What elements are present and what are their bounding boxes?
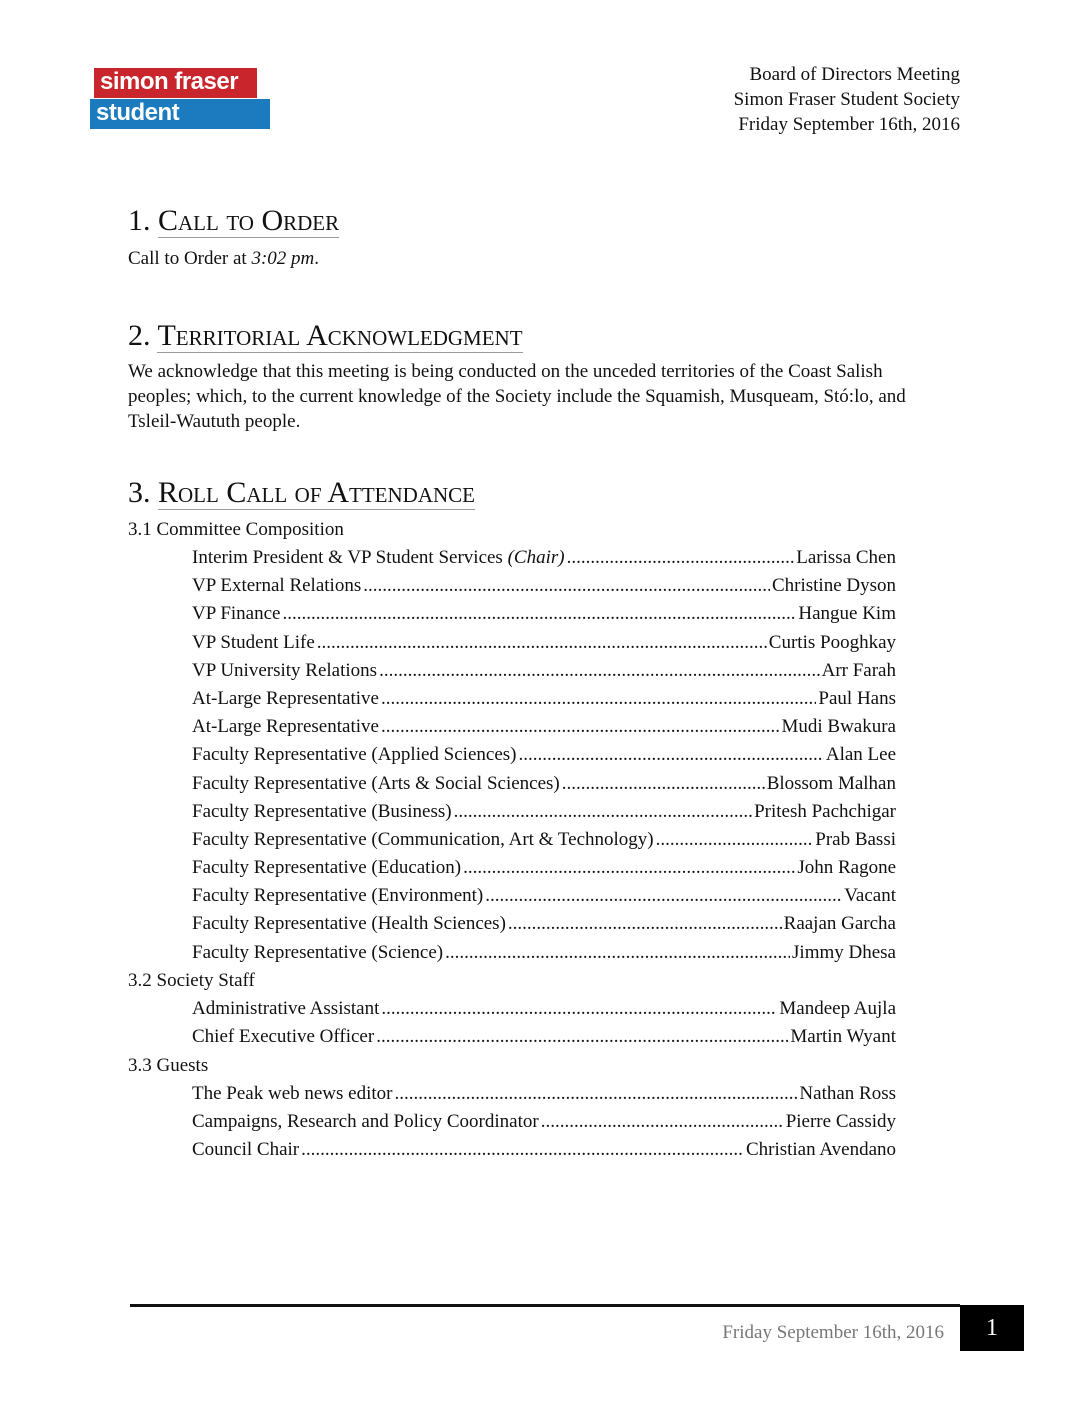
call-to-order-time: 3:02 pm — [251, 248, 315, 269]
roster-row — [192, 600, 896, 628]
roster-role-text: Faculty Representative (Education) — [192, 857, 462, 879]
section-2-heading — [128, 318, 523, 354]
dot-leader — [541, 1108, 784, 1136]
roster-role — [192, 629, 315, 657]
roster-name: Jimmy Dhesa — [792, 941, 896, 963]
committee-heading: 3.1 Committee Composition — [128, 519, 344, 540]
dot-leader — [379, 657, 820, 685]
staff-heading: 3.2 Society Staff — [128, 970, 255, 991]
roster-row — [192, 741, 896, 769]
territorial-acknowledgment-text: We acknowledge that this meeting is being conducted on the unceded territories of the Coast Salish peoples; which, to the current knowledge of the Society include the Squamish, Musqueam, Stó:lo, and Tsleil-Waututh people. — [128, 361, 906, 432]
roster-name: Mandeep Aujla — [779, 998, 896, 1019]
roster-row — [192, 685, 896, 713]
section-1-heading — [128, 203, 339, 239]
roster-role-text: VP University Relations — [192, 659, 378, 681]
roster-row — [192, 657, 896, 685]
roster-name: Christian Avendano — [745, 1139, 896, 1161]
dot-leader — [656, 826, 814, 854]
footer-divider — [130, 1304, 960, 1307]
dot-leader — [562, 770, 765, 798]
staff-roster — [192, 995, 896, 1051]
dot-leader — [282, 600, 796, 628]
guests-heading: 3.3 Guests — [128, 1055, 209, 1076]
dot-leader — [317, 629, 767, 657]
roster-row — [192, 910, 896, 938]
roster-role — [192, 1080, 393, 1108]
roster-role — [192, 939, 443, 967]
roster-row — [192, 1108, 896, 1136]
dot-leader — [567, 544, 795, 572]
roster-row — [192, 544, 896, 572]
roster-row — [192, 629, 896, 657]
roster-row — [192, 995, 896, 1023]
dot-leader — [463, 854, 795, 882]
header-organization: Simon Fraser Student Society — [733, 89, 960, 110]
roster-role — [192, 741, 516, 769]
dot-leader — [508, 910, 782, 938]
roster-role-text: Faculty Representative (Applied Sciences) — [192, 744, 517, 766]
header-meeting-title: Board of Directors Meeting — [749, 64, 960, 85]
roster-role-text: Interim President & VP Student Services — [192, 547, 508, 568]
dot-leader — [518, 741, 823, 769]
guests-roster — [192, 1080, 896, 1165]
roster-role-text: Faculty Representative (Science) — [192, 941, 444, 963]
logo-line-bottom: student society — [90, 99, 270, 129]
section-2-title: Territorial Acknowledgment — [157, 319, 523, 352]
page-number: 1 — [960, 1305, 1024, 1351]
roster-name: Alan Lee — [825, 744, 896, 766]
dot-leader — [381, 713, 780, 741]
roster-role-text: Faculty Representative (Health Sciences) — [192, 913, 506, 935]
roster-role-note: (Chair) — [507, 547, 565, 568]
roster-name: Pierre Cassidy — [785, 1111, 896, 1133]
roster-role — [192, 600, 280, 628]
roster-role-text: At-Large Representative — [192, 716, 379, 738]
roster-role — [192, 995, 379, 1023]
roster-name: Blossom Malhan — [766, 772, 896, 794]
roster-role — [192, 713, 379, 741]
roster-row — [192, 572, 896, 600]
dot-leader — [363, 572, 770, 600]
roster-name: Martin Wyant — [790, 1026, 896, 1048]
roster-role-text: Chief Executive Officer — [192, 1026, 375, 1048]
section-2-number: 2. — [128, 319, 151, 352]
roster-role-text: VP Finance — [192, 603, 281, 625]
dot-leader — [376, 1023, 788, 1051]
roster-role-text: VP External Relations — [192, 575, 362, 597]
roster-role — [192, 854, 461, 882]
footer-date: Friday September 16th, 2016 — [722, 1322, 944, 1343]
roster-role — [192, 544, 565, 572]
roster-name: Pritesh Pachchigar — [754, 800, 896, 822]
section-3-heading — [128, 475, 475, 511]
roster-role-text: Faculty Representative (Arts & Social Sciences) — [192, 772, 560, 794]
dot-leader — [395, 1080, 798, 1108]
roster-name: Raajan Garcha — [783, 913, 896, 935]
roster-role — [192, 1136, 299, 1164]
roster-row — [192, 1023, 896, 1051]
dot-leader — [445, 939, 790, 967]
roster-row — [192, 854, 896, 882]
roster-role-text: Faculty Representative (Business) — [192, 800, 452, 822]
roster-name: Hangue Kim — [798, 603, 896, 625]
roster-name: John Ragone — [797, 857, 896, 879]
section-3-number: 3. — [128, 476, 151, 509]
roster-row — [192, 798, 896, 826]
roster-role — [192, 657, 377, 685]
roster-role-text: The Peak web news editor — [192, 1083, 393, 1104]
roster-row — [192, 882, 896, 910]
roster-role — [192, 882, 483, 910]
dot-leader — [381, 685, 816, 713]
roster-name: Christine Dyson — [771, 575, 896, 597]
section-1-text — [128, 246, 928, 271]
call-to-order-prefix: Call to Order at — [128, 248, 252, 269]
roster-role — [192, 910, 506, 938]
roster-row — [192, 713, 896, 741]
dot-leader — [454, 798, 752, 826]
header-date: Friday September 16th, 2016 — [738, 114, 960, 135]
roster-name: Nathan Ross — [799, 1083, 896, 1104]
roster-role-text: Faculty Representative (Environment) — [192, 885, 484, 907]
roster-row — [192, 939, 896, 967]
roster-role-text: At-Large Representative — [192, 687, 379, 709]
roster-name: Prab Bassi — [815, 828, 896, 850]
roster-role — [192, 1108, 539, 1136]
roster-role-text: Campaigns, Research and Policy Coordinator — [192, 1111, 539, 1133]
roster-role-text: Faculty Representative (Communication, Art & Technology) — [192, 828, 654, 850]
document-header — [734, 62, 960, 137]
roster-row — [192, 1080, 896, 1108]
roster-name: Mudi Bwakura — [781, 716, 896, 738]
dot-leader — [381, 995, 777, 1023]
roster-name: Curtis Pooghkay — [768, 631, 896, 653]
logo-line-top: simon fraser — [94, 68, 257, 98]
roster-role — [192, 826, 654, 854]
roster-role-text: Administrative Assistant — [192, 998, 380, 1019]
roster-name: Paul Hans — [818, 687, 896, 709]
call-to-order-suffix: . — [314, 248, 320, 269]
roster-role — [192, 1023, 374, 1051]
roster-row — [192, 1136, 896, 1164]
roster-name: Vacant — [844, 885, 896, 907]
roster-role-text: VP Student Life — [192, 631, 315, 653]
roster-role — [192, 572, 361, 600]
section-1-title: Call to Order — [158, 204, 340, 237]
roster-role-text: Council Chair — [192, 1139, 300, 1161]
roster-name: Larissa Chen — [796, 547, 896, 568]
roster-row — [192, 770, 896, 798]
roster-role — [192, 798, 452, 826]
roster-role — [192, 685, 379, 713]
committee-roster — [192, 544, 896, 967]
dot-leader — [485, 882, 842, 910]
roster-row — [192, 826, 896, 854]
section-1-number: 1. — [128, 204, 151, 237]
section-3-title: Roll Call of Attendance — [158, 476, 475, 509]
roster-name: Arr Farah — [821, 659, 896, 681]
dot-leader — [301, 1136, 744, 1164]
sfss-logo — [90, 68, 272, 154]
roster-role — [192, 770, 560, 798]
